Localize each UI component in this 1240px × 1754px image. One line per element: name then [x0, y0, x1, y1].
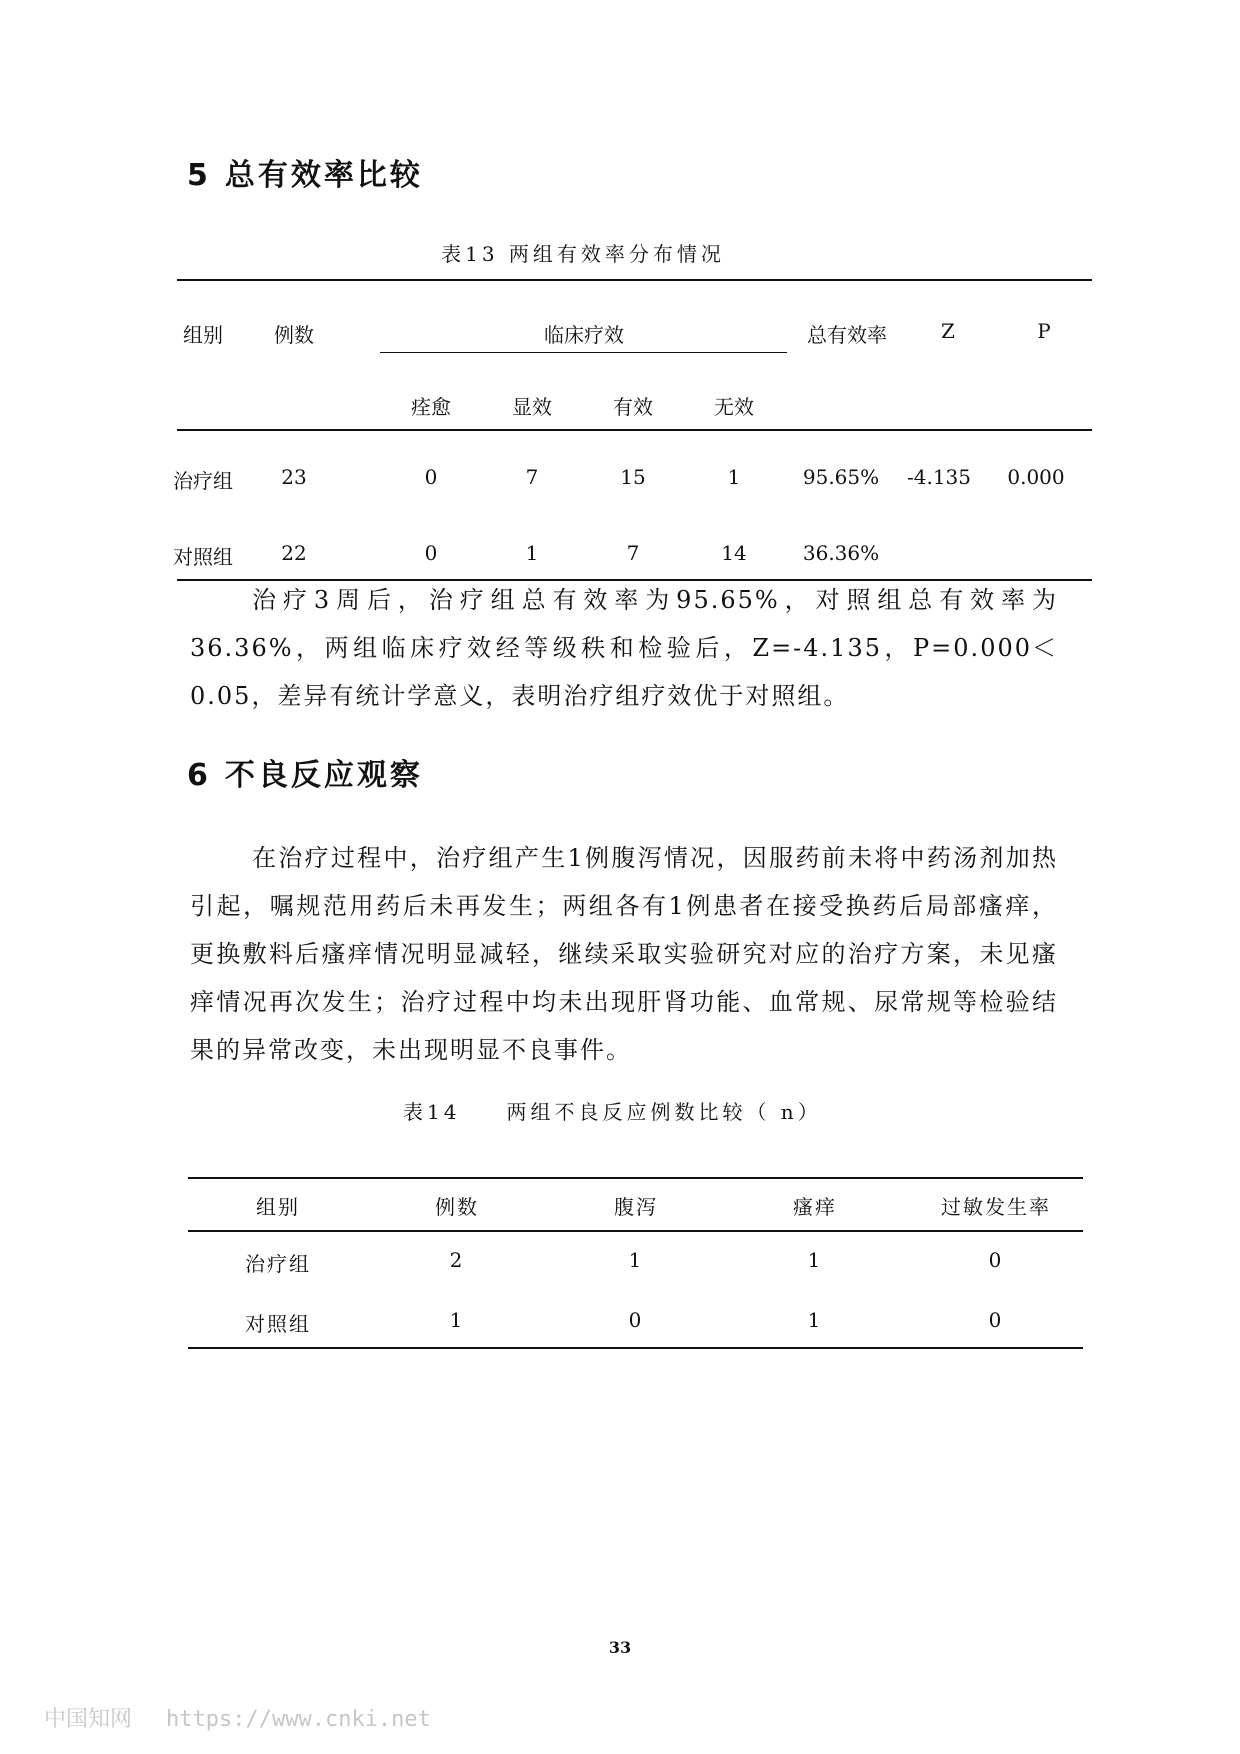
- results-paragraph: 治疗3周后，治疗组总有效率为95.65%，对照组总有效率为36.36%，两组临床疗效经等级秩和检验后，Z=-4.135，P=0.000＜0.05，差异有统计学意义，表明治疗组疗效优于对照组。: [190, 586, 1058, 710]
- clinical-effect-underline: [380, 352, 787, 353]
- header-allergy-rate: 过敏发生率: [941, 1195, 1051, 1219]
- header-group: 组别: [183, 323, 223, 347]
- table-cell: 36.36%: [802, 541, 880, 565]
- table-14-title: 两组不良反应例数比较（ n）: [506, 1100, 822, 1124]
- subheader-cured: 痊愈: [411, 395, 451, 419]
- table-cell: 22: [281, 541, 307, 565]
- table-cell: 95.65%: [802, 465, 880, 489]
- header-group: 组别: [256, 1195, 300, 1219]
- header-z: Z: [941, 319, 955, 343]
- header-p: P: [1037, 319, 1051, 343]
- subheader-effective: 有效: [613, 395, 653, 419]
- table-cell: 治疗组: [173, 469, 233, 493]
- table-cell: 1: [727, 465, 741, 489]
- table-cell: 1: [449, 1308, 465, 1332]
- page-number: 33: [608, 1638, 632, 1657]
- table-cell: 0: [988, 1248, 1004, 1272]
- table-13-caption: [0, 238, 1166, 267]
- table-cell: 0: [988, 1308, 1004, 1332]
- subheader-ineffective: 无效: [714, 395, 754, 419]
- adverse-reaction-paragraph: 在治疗过程中，治疗组产生1例腹泻情况，因服药前未将中药汤剂加热引起，嘱规范用药后未再发生；两组各有1例患者在接受换药后局部瘙痒，更换敷料后瘙痒情况明显减轻，继续采取实验研究对应的治疗方案，未见瘙痒情况再次发生；治疗过程中均未出现肝肾功能、血常规、尿常规等检验结果的异常改变，未出现明显不良事件。: [190, 844, 1058, 1064]
- table-top-rule: [188, 1177, 1083, 1179]
- header-diarrhea: 腹泻: [614, 1195, 658, 1219]
- table-top-rule: [177, 279, 1092, 281]
- header-itching: 瘙痒: [793, 1195, 837, 1219]
- table-header-rule: [177, 429, 1092, 431]
- efficacy-table: [173, 279, 1092, 580]
- table-cell: -4.135: [906, 465, 972, 489]
- table-cell: 对照组: [245, 1312, 311, 1336]
- table-cell: 23: [281, 465, 307, 489]
- table-cell: 7: [626, 541, 640, 565]
- section-heading-6: [187, 750, 423, 794]
- table-cell: 15: [620, 465, 646, 489]
- table-cell: 1: [525, 541, 539, 565]
- table-cell: 0.000: [1007, 465, 1065, 489]
- section-number: 5: [187, 158, 211, 193]
- table-cell: 0: [628, 1308, 644, 1332]
- table-13-title: 两组有效率分布情况: [508, 242, 725, 266]
- cnki-watermark: [44, 1702, 431, 1733]
- watermark-site: https://www.cnki.net: [166, 1707, 431, 1732]
- table-cell: 治疗组: [245, 1252, 311, 1276]
- table-14-label: 表14: [403, 1100, 461, 1124]
- table-14-caption: [403, 1096, 822, 1125]
- header-count: 例数: [274, 323, 314, 347]
- table-cell: 0: [424, 541, 438, 565]
- table-13-label: 表13: [441, 242, 499, 266]
- table-cell: 1: [807, 1248, 823, 1272]
- header-clinical-effect: 临床疗效: [544, 323, 624, 347]
- section-number: 6: [187, 758, 211, 793]
- adverse-reaction-table: [188, 1177, 1083, 1349]
- watermark-brand: 中国知网: [44, 1707, 133, 1732]
- table-bottom-rule: [188, 1347, 1083, 1349]
- section-title: 不良反应观察: [224, 758, 423, 793]
- table-cell: 1: [628, 1248, 644, 1272]
- header-total-rate: 总有效率: [807, 323, 887, 347]
- section-title: 总有效率比较: [224, 158, 423, 193]
- table-cell: 14: [721, 541, 747, 565]
- table-cell: 7: [525, 465, 539, 489]
- table-cell: 1: [807, 1308, 823, 1332]
- header-count: 例数: [435, 1195, 479, 1219]
- section-heading-5: [187, 150, 423, 194]
- table-header-rule: [188, 1230, 1083, 1232]
- subheader-marked: 显效: [512, 395, 552, 419]
- table-cell: 对照组: [173, 545, 233, 569]
- table-cell: 2: [449, 1248, 465, 1272]
- table-cell: 0: [424, 465, 438, 489]
